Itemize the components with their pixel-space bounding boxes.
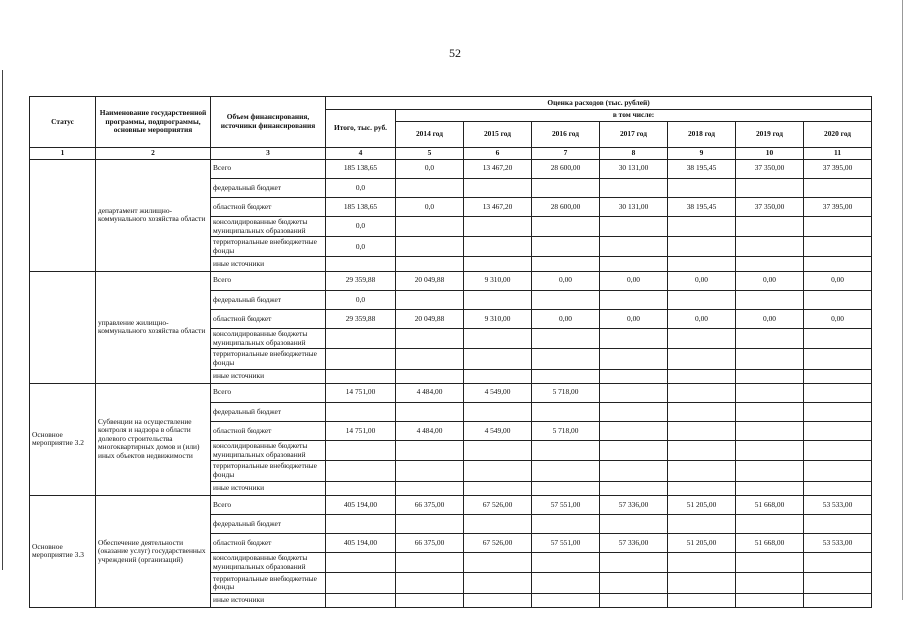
year-value [396, 369, 464, 383]
year-value [396, 290, 464, 309]
funding-source: областной бюджет [211, 309, 326, 328]
funding-source: Всего [211, 159, 326, 178]
year-value [668, 383, 736, 402]
year-value: 4 549,00 [464, 383, 532, 402]
funding-source: областной бюджет [211, 422, 326, 441]
year-value [804, 402, 872, 421]
header-year: 2019 год [736, 121, 804, 147]
year-value [736, 553, 804, 573]
total-value [326, 461, 396, 481]
year-value [736, 481, 804, 495]
year-value [804, 593, 872, 607]
year-value [736, 217, 804, 237]
total-value: 0,0 [326, 217, 396, 237]
year-value [804, 369, 872, 383]
year-value [804, 237, 872, 257]
header-row-1 [30, 97, 872, 110]
total-value [326, 257, 396, 271]
year-value [600, 422, 668, 441]
year-value: 30 131,00 [600, 197, 668, 216]
year-value [396, 257, 464, 271]
header-year: 2016 год [532, 121, 600, 147]
year-value: 20 049,88 [396, 309, 464, 328]
year-value [600, 553, 668, 573]
year-value: 0,00 [736, 309, 804, 328]
column-number-row [30, 147, 872, 159]
year-value [804, 461, 872, 481]
year-value [600, 329, 668, 349]
year-value [804, 383, 872, 402]
year-value: 57 336,00 [600, 495, 668, 514]
year-value: 37 350,00 [736, 159, 804, 178]
scan-edge-right [902, 0, 903, 600]
year-value: 5 718,00 [532, 383, 600, 402]
year-value [600, 290, 668, 309]
year-value [464, 593, 532, 607]
total-value: 14 751,00 [326, 422, 396, 441]
year-value [804, 349, 872, 369]
year-value [464, 514, 532, 533]
year-value: 57 336,00 [600, 534, 668, 553]
year-value: 51 668,00 [736, 495, 804, 514]
year-value [532, 461, 600, 481]
year-value [668, 257, 736, 271]
section-name: Обеспечение деятельности (оказание услуг) государственных учреждений (организаций) [96, 495, 211, 607]
year-value [736, 402, 804, 421]
year-value [600, 441, 668, 461]
year-value [532, 573, 600, 593]
total-value [326, 514, 396, 533]
funding-source: консолидированные бюджеты муниципальных образований [211, 217, 326, 237]
funding-source: территориальные внебюджетные фонды [211, 573, 326, 593]
total-value [326, 553, 396, 573]
table-row [30, 495, 872, 514]
year-value [668, 441, 736, 461]
year-value [804, 178, 872, 197]
total-value: 185 138,65 [326, 197, 396, 216]
year-value: 0,00 [532, 271, 600, 290]
section-status [30, 271, 96, 383]
year-value [804, 257, 872, 271]
year-value [668, 402, 736, 421]
year-value [396, 573, 464, 593]
year-value [464, 481, 532, 495]
year-value [736, 329, 804, 349]
year-value [532, 349, 600, 369]
year-value [668, 593, 736, 607]
year-value [396, 593, 464, 607]
funding-source: иные источники [211, 369, 326, 383]
year-value: 0,00 [804, 309, 872, 328]
year-value [736, 290, 804, 309]
year-value: 28 600,00 [532, 197, 600, 216]
funding-source: территориальные внебюджетные фонды [211, 237, 326, 257]
year-value [600, 514, 668, 533]
year-value [600, 257, 668, 271]
year-value: 51 668,00 [736, 534, 804, 553]
year-value [464, 217, 532, 237]
year-value: 57 551,00 [532, 534, 600, 553]
year-value [464, 402, 532, 421]
year-value: 53 533,00 [804, 495, 872, 514]
year-value [668, 553, 736, 573]
year-value: 38 195,45 [668, 197, 736, 216]
year-value [668, 178, 736, 197]
column-number: 10 [736, 147, 804, 159]
funding-source: иные источники [211, 481, 326, 495]
header-year: 2017 год [600, 121, 668, 147]
column-number: 1 [30, 147, 96, 159]
year-value [736, 593, 804, 607]
year-value [736, 349, 804, 369]
funding-source: Всего [211, 383, 326, 402]
total-value [326, 329, 396, 349]
funding-source: иные источники [211, 593, 326, 607]
year-value [736, 422, 804, 441]
column-number: 11 [804, 147, 872, 159]
total-value: 0,0 [326, 237, 396, 257]
year-value [804, 514, 872, 533]
year-value [736, 383, 804, 402]
year-value [464, 329, 532, 349]
year-value [804, 573, 872, 593]
year-value [600, 178, 668, 197]
year-value [532, 553, 600, 573]
funding-source: консолидированные бюджеты муниципальных образований [211, 441, 326, 461]
year-value [532, 290, 600, 309]
year-value [804, 290, 872, 309]
year-value: 4 484,00 [396, 383, 464, 402]
year-value [668, 349, 736, 369]
year-value [464, 349, 532, 369]
year-value [668, 237, 736, 257]
year-value: 37 350,00 [736, 197, 804, 216]
year-value [464, 290, 532, 309]
funding-source: областной бюджет [211, 197, 326, 216]
year-value: 51 205,00 [668, 534, 736, 553]
funding-source: федеральный бюджет [211, 514, 326, 533]
funding-source: территориальные внебюджетные фонды [211, 349, 326, 369]
header-total: Итого, тыс. руб. [326, 110, 396, 148]
year-value [464, 441, 532, 461]
year-value: 67 526,00 [464, 534, 532, 553]
year-value [600, 237, 668, 257]
year-value [396, 217, 464, 237]
total-value [326, 369, 396, 383]
year-value [668, 369, 736, 383]
column-number: 3 [211, 147, 326, 159]
year-value: 28 600,00 [532, 159, 600, 178]
column-number: 2 [96, 147, 211, 159]
section-status: Основное мероприятие 3.2 [30, 383, 96, 495]
year-value [532, 514, 600, 533]
table-row [30, 383, 872, 402]
year-value [804, 329, 872, 349]
year-value [396, 349, 464, 369]
funding-source: федеральный бюджет [211, 402, 326, 421]
year-value [532, 481, 600, 495]
section-status [30, 159, 96, 271]
funding-source: консолидированные бюджеты муниципальных образований [211, 553, 326, 573]
year-value: 0,00 [736, 271, 804, 290]
year-value [532, 402, 600, 421]
year-value [668, 573, 736, 593]
year-value [464, 257, 532, 271]
year-value [668, 481, 736, 495]
year-value [736, 178, 804, 197]
year-value [532, 178, 600, 197]
year-value [736, 461, 804, 481]
year-value [464, 461, 532, 481]
year-value [464, 573, 532, 593]
year-value [464, 369, 532, 383]
page-number: 52 [449, 46, 461, 60]
total-value: 185 138,65 [326, 159, 396, 178]
year-value [396, 237, 464, 257]
year-value [532, 593, 600, 607]
year-value: 13 467,20 [464, 197, 532, 216]
year-value: 13 467,20 [464, 159, 532, 178]
total-value: 29 359,88 [326, 271, 396, 290]
header-year: 2015 год [464, 121, 532, 147]
year-value [804, 553, 872, 573]
year-value [396, 178, 464, 197]
total-value: 405 194,00 [326, 495, 396, 514]
total-value [326, 573, 396, 593]
year-value: 38 195,45 [668, 159, 736, 178]
year-value [668, 422, 736, 441]
total-value [326, 349, 396, 369]
year-value: 51 205,00 [668, 495, 736, 514]
year-value [600, 402, 668, 421]
year-value: 9 310,00 [464, 309, 532, 328]
year-value: 0,00 [600, 309, 668, 328]
year-value [736, 237, 804, 257]
header-funding: Объем финансирования, источники финансирования [211, 97, 326, 148]
year-value: 66 375,00 [396, 495, 464, 514]
year-value: 66 375,00 [396, 534, 464, 553]
year-value: 0,00 [668, 309, 736, 328]
year-value: 53 533,00 [804, 534, 872, 553]
year-value: 37 395,00 [804, 197, 872, 216]
total-value: 0,0 [326, 290, 396, 309]
year-value [600, 349, 668, 369]
section-name: управление жилищно-коммунального хозяйства области [96, 271, 211, 383]
year-value: 57 551,00 [532, 495, 600, 514]
year-value [600, 461, 668, 481]
year-value [396, 402, 464, 421]
year-value [736, 573, 804, 593]
year-value [464, 237, 532, 257]
year-value: 9 310,00 [464, 271, 532, 290]
year-value [532, 237, 600, 257]
header-name: Наименование государственной программы, подпрограммы, основные мероприятия [96, 97, 211, 148]
year-value: 30 131,00 [600, 159, 668, 178]
header-status: Статус [30, 97, 96, 148]
year-value [668, 461, 736, 481]
header-year: 2014 год [396, 121, 464, 147]
year-value [532, 257, 600, 271]
year-value [668, 290, 736, 309]
year-value [600, 369, 668, 383]
year-value [804, 441, 872, 461]
section-name: департамент жилищно-коммунального хозяйства области [96, 159, 211, 271]
year-value [736, 257, 804, 271]
column-number: 5 [396, 147, 464, 159]
year-value [736, 441, 804, 461]
funding-source: Всего [211, 271, 326, 290]
year-value [600, 217, 668, 237]
year-value [600, 383, 668, 402]
funding-source: Всего [211, 495, 326, 514]
year-value [668, 217, 736, 237]
table-row [30, 159, 872, 178]
header-year: 2018 год [668, 121, 736, 147]
funding-source: федеральный бюджет [211, 178, 326, 197]
year-value [600, 593, 668, 607]
column-number: 6 [464, 147, 532, 159]
year-value [464, 553, 532, 573]
header-estimate: Оценка расходов (тыс. рублей) [326, 97, 872, 110]
year-value [396, 441, 464, 461]
table-body [30, 97, 872, 608]
total-value [326, 441, 396, 461]
year-value [668, 514, 736, 533]
year-value: 0,00 [804, 271, 872, 290]
year-value [804, 217, 872, 237]
funding-source: иные источники [211, 257, 326, 271]
year-value [396, 329, 464, 349]
column-number: 9 [668, 147, 736, 159]
year-value [396, 553, 464, 573]
year-value [804, 422, 872, 441]
year-value [532, 329, 600, 349]
total-value [326, 593, 396, 607]
header-including: в том числе: [396, 110, 872, 122]
year-value [668, 329, 736, 349]
total-value [326, 402, 396, 421]
year-value: 20 049,88 [396, 271, 464, 290]
year-value [532, 441, 600, 461]
funding-source: федеральный бюджет [211, 290, 326, 309]
funding-source: территориальные внебюджетные фонды [211, 461, 326, 481]
year-value: 4 549,00 [464, 422, 532, 441]
year-value: 0,00 [668, 271, 736, 290]
year-value [396, 481, 464, 495]
year-value: 0,00 [532, 309, 600, 328]
scan-edge-left [2, 70, 3, 570]
year-value [804, 481, 872, 495]
year-value [600, 573, 668, 593]
funding-source: областной бюджет [211, 534, 326, 553]
total-value: 14 751,00 [326, 383, 396, 402]
year-value: 67 526,00 [464, 495, 532, 514]
year-value [396, 461, 464, 481]
year-value: 5 718,00 [532, 422, 600, 441]
year-value: 0,0 [396, 197, 464, 216]
year-value: 37 395,00 [804, 159, 872, 178]
year-value [736, 369, 804, 383]
year-value [532, 217, 600, 237]
year-value: 4 484,00 [396, 422, 464, 441]
total-value [326, 481, 396, 495]
section-name: Субвенции на осуществление контроля и надзора в области долевого строительства многоквартирных домов и (или) иных объектов недвижимости [96, 383, 211, 495]
funding-source: консолидированные бюджеты муниципальных образований [211, 329, 326, 349]
year-value [532, 369, 600, 383]
column-number: 4 [326, 147, 396, 159]
year-value: 0,0 [396, 159, 464, 178]
table-row [30, 271, 872, 290]
year-value [600, 481, 668, 495]
year-value [736, 514, 804, 533]
year-value [396, 514, 464, 533]
year-value: 0,00 [600, 271, 668, 290]
column-number: 7 [532, 147, 600, 159]
section-status: Основное мероприятие 3.3 [30, 495, 96, 607]
header-year: 2020 год [804, 121, 872, 147]
total-value: 29 359,88 [326, 309, 396, 328]
total-value: 0,0 [326, 178, 396, 197]
column-number: 8 [600, 147, 668, 159]
budget-table [29, 96, 872, 608]
total-value: 405 194,00 [326, 534, 396, 553]
year-value [464, 178, 532, 197]
